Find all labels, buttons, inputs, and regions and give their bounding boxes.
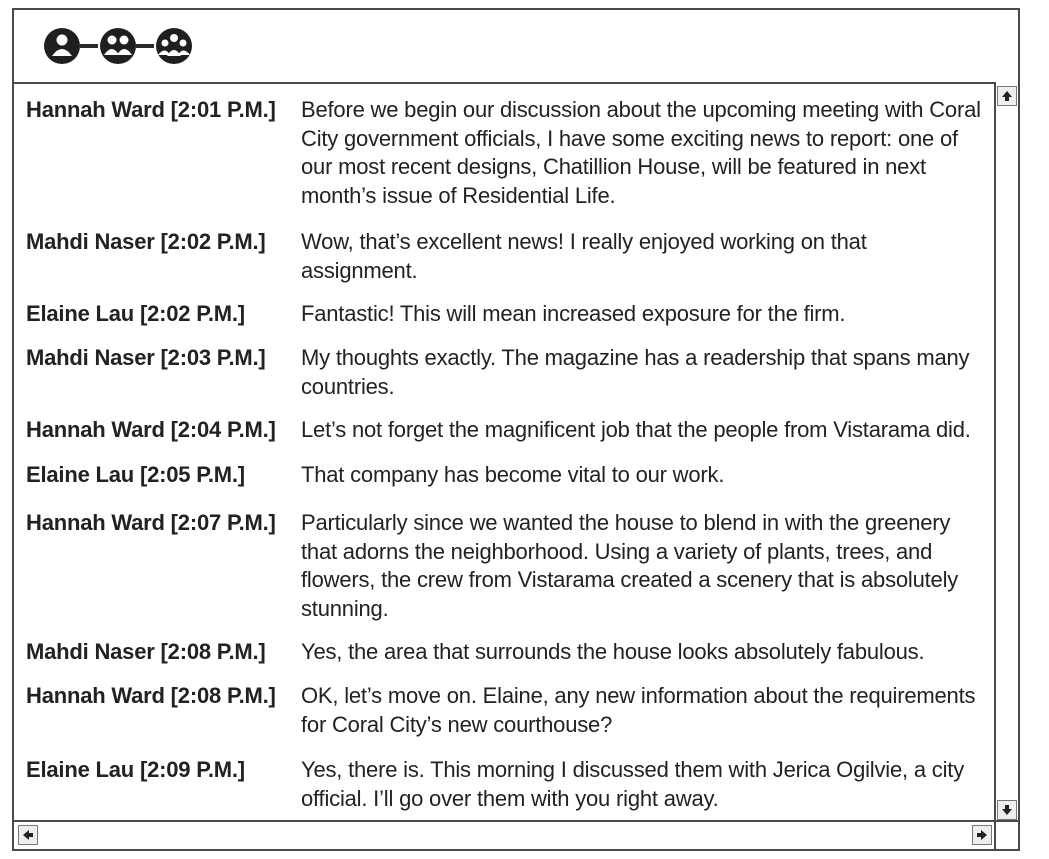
message-sender: Mahdi Naser [2:02 P.M.] <box>26 229 266 254</box>
horizontal-scrollbar[interactable] <box>14 820 1018 849</box>
message-sender: Hannah Ward [2:08 P.M.] <box>26 683 276 708</box>
scroll-up-button[interactable] <box>997 86 1017 106</box>
chat-header <box>14 10 1018 84</box>
vertical-scrollbar[interactable] <box>994 82 1018 822</box>
message-sender: Mahdi Naser [2:08 P.M.] <box>26 639 266 664</box>
message-sender: Hannah Ward [2:01 P.M.] <box>26 97 276 122</box>
message-text: That company has become vital to our work. <box>301 462 725 487</box>
message-text: Let’s not forget the magnificent job that the people from Vistarama did. <box>301 417 971 442</box>
message-sender: Elaine Lau [2:02 P.M.] <box>26 301 245 326</box>
message-sender: Hannah Ward [2:07 P.M.] <box>26 510 276 535</box>
arrow-up-icon <box>1001 90 1013 102</box>
participants-icon-strip <box>42 26 214 66</box>
message-text: Wow, that’s excellent news! I really enjoyed working on that assignment. <box>301 229 867 283</box>
scroll-left-button[interactable] <box>18 825 38 845</box>
chat-window <box>12 8 1020 851</box>
scrollbar-corner <box>994 822 1018 849</box>
arrow-down-icon <box>1001 804 1013 816</box>
two-users-icon <box>100 28 136 64</box>
message-sender: Elaine Lau [2:09 P.M.] <box>26 757 245 782</box>
scroll-right-button[interactable] <box>972 825 992 845</box>
message-sender: Elaine Lau [2:05 P.M.] <box>26 462 245 487</box>
message-text: OK, let’s move on. Elaine, any new information about the requirements for Coral City’s new courthouse? <box>301 683 976 737</box>
message-list[interactable] <box>14 82 996 822</box>
group-users-icon <box>156 28 192 64</box>
message-sender: Mahdi Naser [2:03 P.M.] <box>26 345 266 370</box>
scroll-down-button[interactable] <box>997 800 1017 820</box>
single-user-icon <box>44 28 80 64</box>
message-text: Before we begin our discussion about the upcoming meeting with Coral City government officials, I have some exciting news to report: one of our most recent designs, Chatillion House, will be featured in next month’s issue of Residential Life. <box>301 97 981 208</box>
message-text: Yes, there is. This morning I discussed them with Jerica Ogilvie, a city official. I’ll go over them with you right away. <box>301 757 964 811</box>
arrow-right-icon <box>976 829 988 841</box>
arrow-left-icon <box>22 829 34 841</box>
message-sender: Hannah Ward [2:04 P.M.] <box>26 417 276 442</box>
message-text: Yes, the area that surrounds the house looks absolutely fabulous. <box>301 639 925 664</box>
message-text: Particularly since we wanted the house to blend in with the greenery that adorns the neighborhood. Using a variety of plants, trees, and flowers, the crew from Vistarama created a scenery that is absolutely stunning. <box>301 510 959 621</box>
message-text: Fantastic! This will mean increased exposure for the firm. <box>301 301 846 326</box>
participants-icons <box>42 26 214 66</box>
message-text: My thoughts exactly. The magazine has a readership that spans many countries. <box>301 345 970 399</box>
